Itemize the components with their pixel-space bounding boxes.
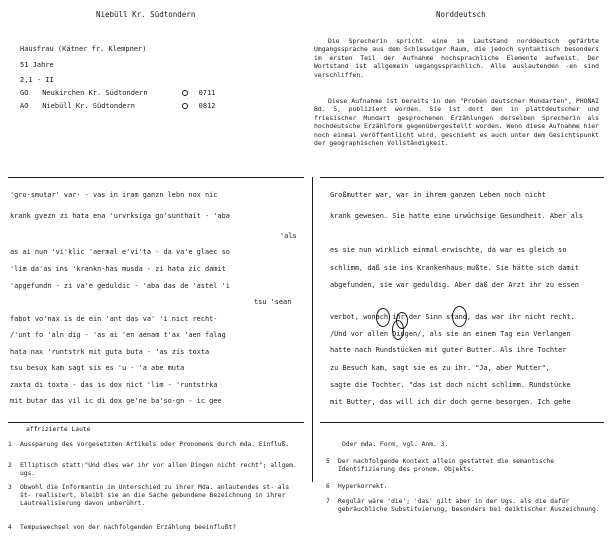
- footnote-text: affrizierte Laute: [26, 426, 91, 433]
- footnote: [326, 458, 604, 476]
- footnote: [326, 483, 604, 493]
- footnote-text: Oder mda. Form, vgl. Anm. 3.: [342, 441, 449, 448]
- footnote: [330, 441, 604, 451]
- literal-line: krank gewesen. Sie hatte eine urwüchsige Gesundheit. Aber als: [330, 212, 584, 220]
- place-name: Neukirchen Kr. Südtondern: [42, 89, 148, 97]
- footnote-text: Obwohl die Informantin im Unterschied zu ihrer Mda. anlautendes st- als št- realisiert, bleibt sie an die Sache gebundene Bezeichnung in ihrer Lautrealisierung davon unberührt.: [20, 484, 290, 507]
- bullet-icon: [182, 103, 188, 109]
- divider-right-footnotes: [320, 422, 604, 423]
- footnote-text: Elliptisch statt:"Und dies war ihr vor allen Dingen nicht recht"; allgem. ugs.: [20, 462, 297, 477]
- footnote: [8, 484, 304, 512]
- footnote: [14, 426, 304, 436]
- place-number: 0711: [198, 89, 216, 97]
- literal-line: /Und vor allen Dingen/, als sie an einem Tag ein Verlangen: [330, 330, 571, 338]
- literal-line: zu Besuch kam, sagt sie es zu ihr. "Ja, aber Mutter",: [330, 364, 550, 372]
- literal-line: sagte die Tochter. "das ist doch nicht schlimm. Rundstücke: [330, 381, 571, 389]
- column-divider: [312, 177, 313, 482]
- phonetic-line: 'gro·smutar' var· - vas in iram ganzn lebn nox nic: [10, 191, 218, 199]
- phonetic-line: tsu 'sean: [254, 298, 292, 306]
- phonetic-line: 'lim da'as ins 'krankn-has musda - zi hata zic damit: [10, 265, 226, 273]
- annotation-circle: [392, 320, 404, 340]
- description-para1: Die Sprecherin spricht eine im Lautstand norddeutsch gefärbte Umgangssprache aus dem Schleswiger Raum, die jedoch syntaktisch besonders im ersten Teil der Aufnahme hochsprachliche Elemente aufweist. Der Wortstand ist allgemein umgangssprachlich. Alle auslautenden -en sind verschliffen.: [314, 37, 599, 79]
- phonetic-line: zaxta di toxta - das is dox nict 'lim - 'runtstrka: [10, 381, 218, 389]
- left-header-title: Niebüll Kr. Südtondern: [96, 10, 196, 19]
- footnote: [8, 441, 304, 459]
- phonetic-line: hata nax 'runtstrk mit guta buta - 'as zis toxta: [10, 348, 210, 356]
- annotation-circle: [376, 308, 390, 327]
- place-row-go: [20, 89, 216, 97]
- divider-right-top: [320, 177, 604, 178]
- footnote-number: 3: [8, 484, 12, 491]
- phonetic-line: 'als: [280, 232, 297, 240]
- place-row-ao: [20, 102, 216, 110]
- phonetic-line: as ai nun 'vi'klic 'aermal e'vi'ta - da va'e glaec so: [10, 248, 230, 256]
- footnote-text: Aussparung des vorgesetzten Artikels oder Pronomens durch mda. Einfluß.: [20, 441, 290, 448]
- literal-line: mit Butter, das will ich dir doch gerne besorgen. Ich gehe: [330, 398, 571, 406]
- place-number: 0812: [198, 102, 216, 110]
- literal-line: hatte nach Rundstücken mit guter Butter. Als ihre Tochter: [330, 346, 567, 354]
- phonetic-line: 'apgefundn - zi va'e geduldic - 'aba das de 'astel 'i: [10, 282, 230, 290]
- literal-line: verbot, wonach ihr der Sinn stand, das war ihr nicht recht.: [330, 313, 575, 321]
- annotation-circle: [452, 306, 467, 327]
- literal-line: abgefunden, sie war geduldig. Aber daß der Arzt ihr zu essen: [330, 281, 579, 289]
- place-label: AO: [20, 102, 29, 110]
- phonetic-line: tsu besux kam sagt sis es 'u - 'a abe muta: [10, 364, 185, 372]
- footnote-number: 6: [326, 483, 330, 490]
- footnote: [326, 498, 604, 524]
- speaker-age: 51 Jahre: [20, 61, 54, 69]
- literal-line: Großmutter war, war in ihrem ganzen Leben noch nicht: [330, 191, 546, 199]
- footnote-text: Hyperkorrekt.: [338, 483, 388, 490]
- literal-line: es sie nun wirklich einmal erwischte, da war es gleich so: [330, 246, 567, 254]
- phonetic-line: krank gvezn zi hata ena 'urvrksiga go'sunthait - 'aba: [10, 212, 230, 220]
- footnote-text: Tempuswechsel von der nachfolgenden Erzählung beeinflußt?: [20, 524, 237, 531]
- footnote-text: Der nachfolgende Kontext allein gestattet die semantische Identifizierung des pronom. Objekts.: [338, 458, 555, 473]
- description-para2: Diese Aufnahme ist bereits in den "Proben deutscher Mundarten", PHONAI Bd. 5, publiziert worden. Sie ist dort den in plattdeutscher und friesischer Mundart gesprochenen Erzählungen derselben Sprecherin als hochdeutsche Erzählform gegenübergestellt worden. Wenn diese Aufnahme hier noch einmal veröffentlicht wird, geschieht es auch unter dem Gesichtspunkt der geographischen Vollständigkeit.: [314, 97, 599, 148]
- phonetic-line: /'unt fo 'aln dig - 'as ai 'en aenam t'ax 'aen falag: [10, 331, 226, 339]
- place-label: GO: [20, 89, 29, 97]
- divider-left-top: [8, 177, 304, 178]
- footnote-number: 1: [8, 441, 12, 448]
- footnote-number: 4: [8, 524, 12, 531]
- speaker-occupation: Hausfrau (Kätner fr. Klempner): [20, 45, 147, 53]
- place-name: Niebüll Kr. Südtondern: [42, 102, 135, 110]
- footnote-number: 7: [326, 498, 330, 505]
- footnote: [8, 462, 304, 480]
- phonetic-line: fabot vo'nax is de ein 'ant das va' 'i nict recht-: [10, 315, 218, 323]
- footnote: [8, 524, 304, 534]
- footnote-text: Regulär wäre 'die'; 'das' gilt aber in der Ugs. als die dafür gebräuchliche Substituierung, besonders bei deiktischer Auszeichnung.: [338, 498, 600, 513]
- footnote-number: 5: [326, 458, 330, 465]
- divider-left-footnotes: [8, 422, 304, 423]
- phonetic-line: mit butar das vil ic di dox ge'ne ba'so-gn - ic gee: [10, 397, 222, 405]
- speaker-code: 2,1 - II: [20, 76, 54, 84]
- right-header-title: Norddeutsch: [436, 10, 486, 19]
- footnote-number: 2: [8, 462, 12, 469]
- bullet-icon: [182, 90, 188, 96]
- literal-line: schlimm, daß sie ins Krankenhaus mußte. Sie hätte sich damit: [330, 264, 579, 272]
